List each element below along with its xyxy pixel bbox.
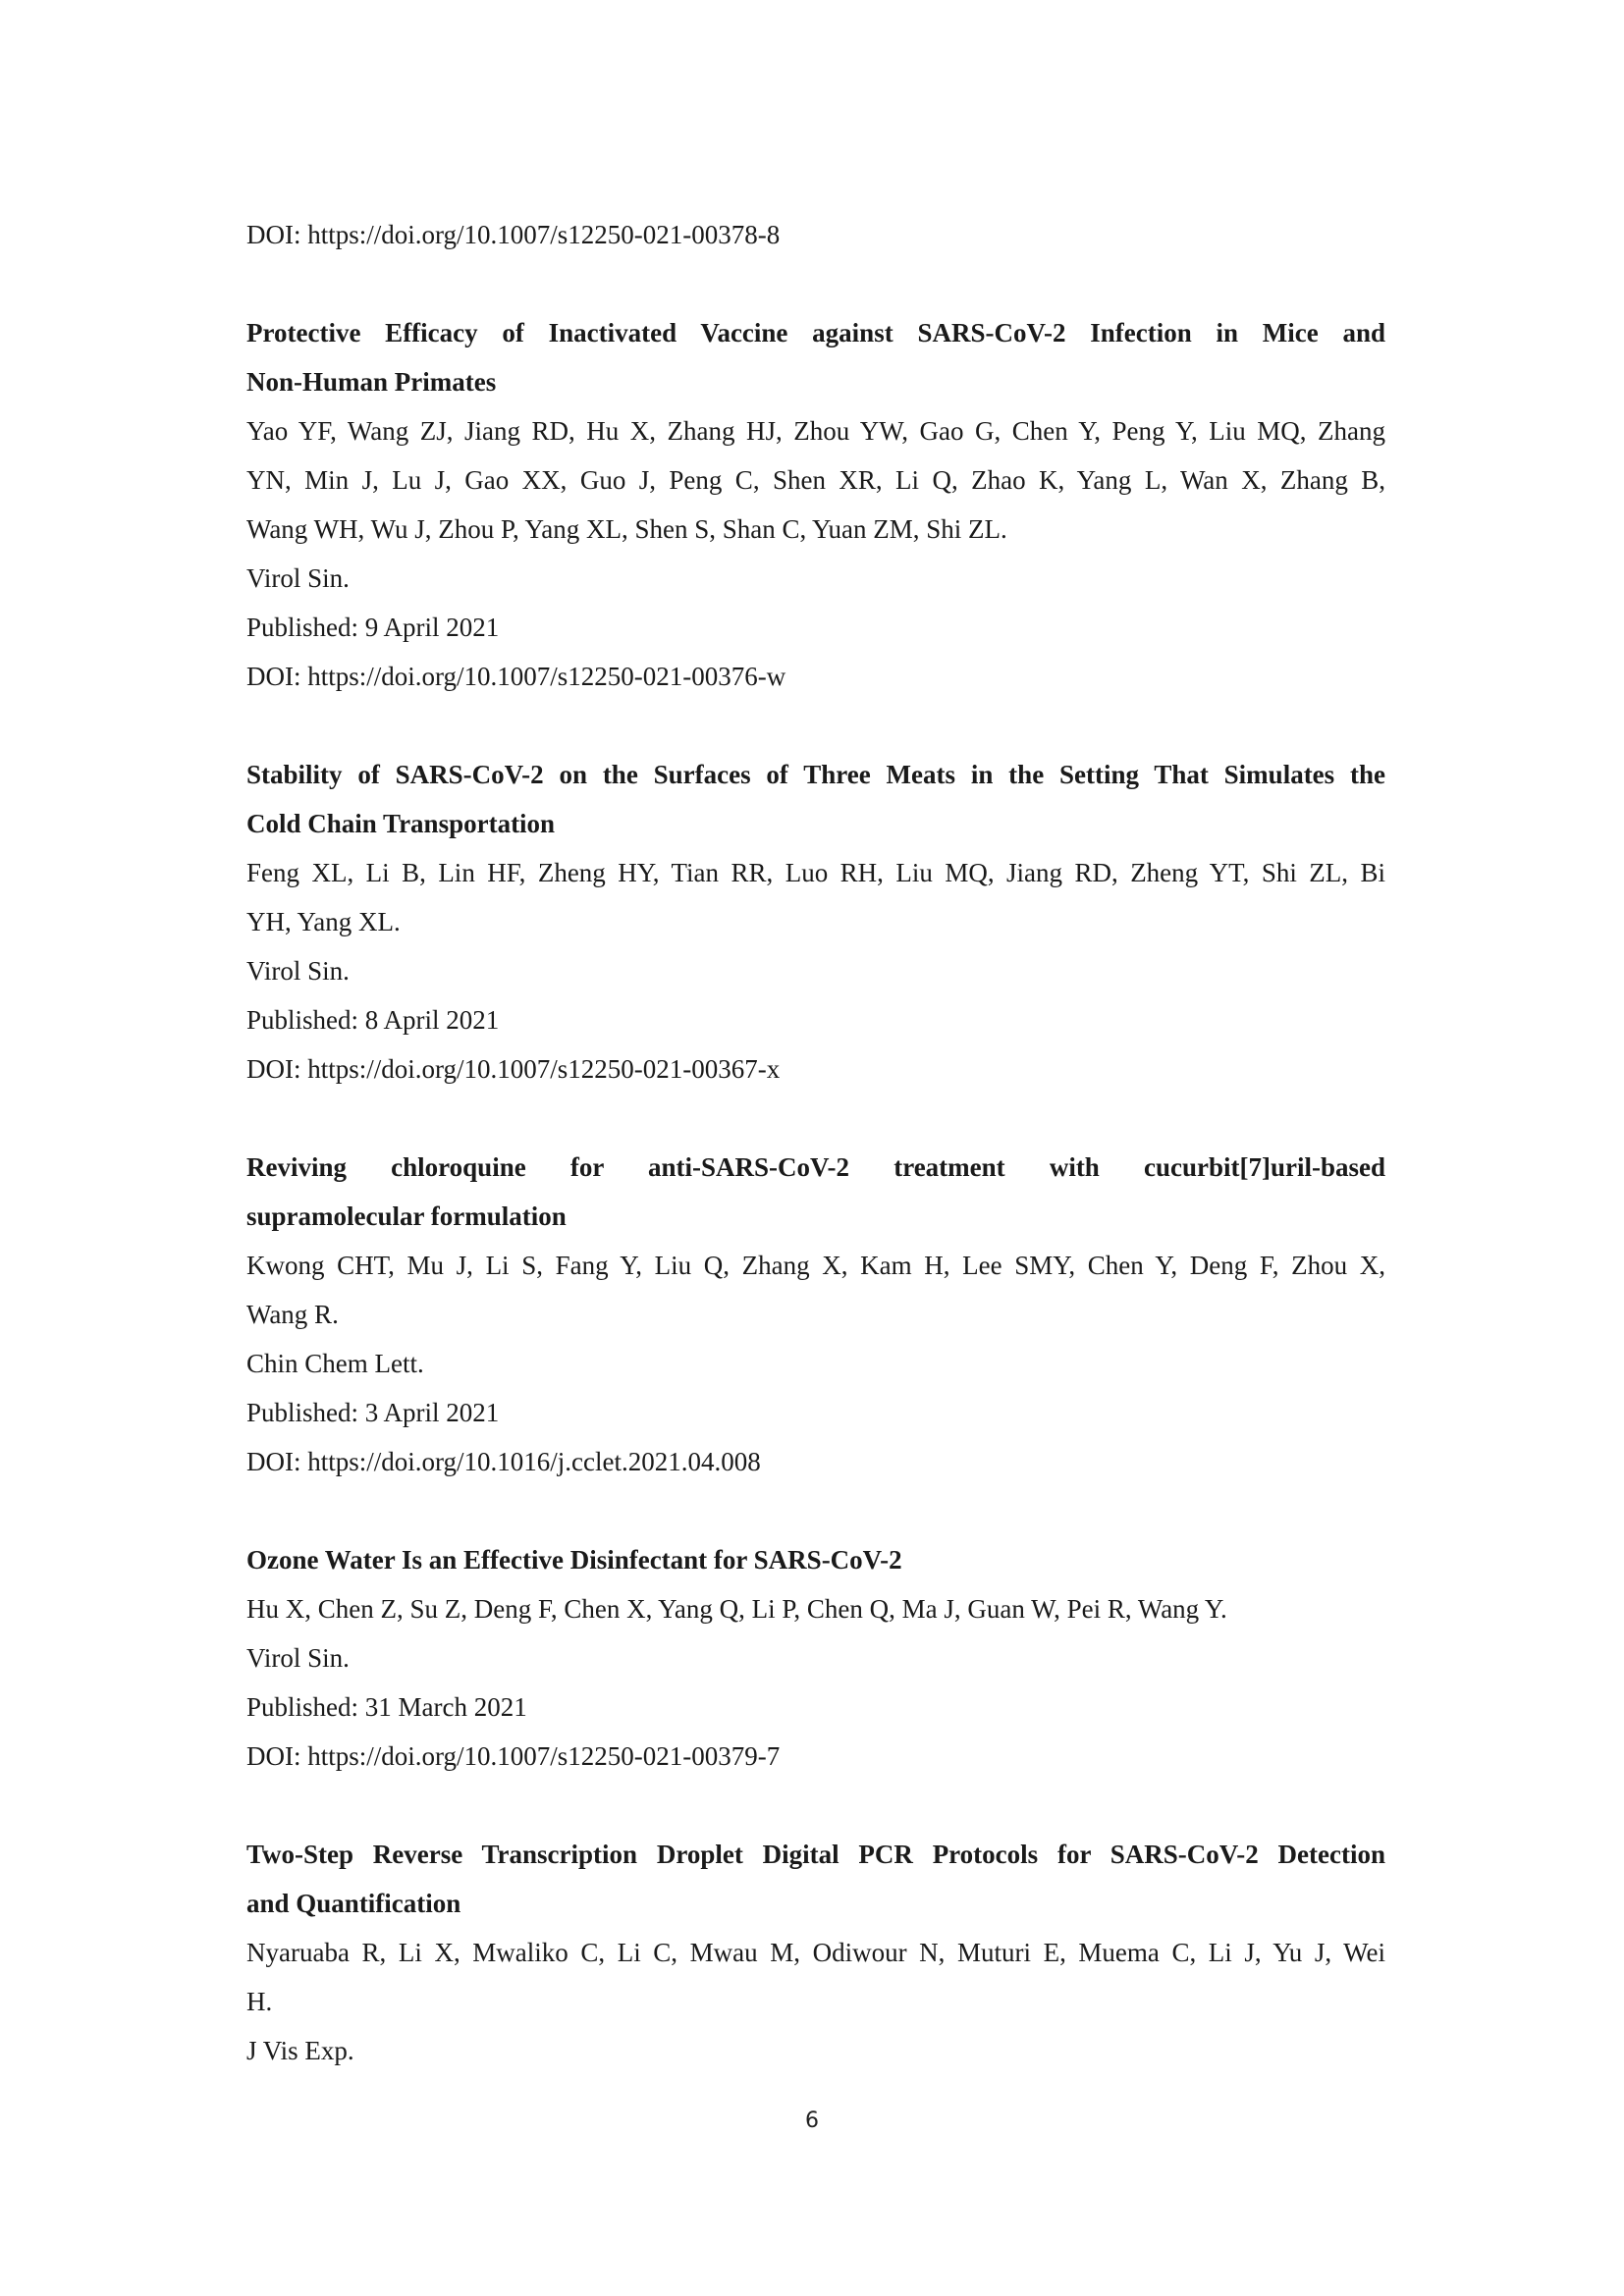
- spacer: [246, 1781, 1385, 1830]
- spacer: [246, 701, 1385, 750]
- document-body: [246, 210, 1385, 2075]
- reference-entry: [246, 750, 1385, 1094]
- entry-published: Published: 31 March 2021: [246, 1692, 527, 1722]
- entry-published: Published: 8 April 2021: [246, 1005, 500, 1035]
- reference-entry: [246, 1535, 1385, 1781]
- entry-journal: Chin Chem Lett.: [246, 1349, 424, 1378]
- reference-entry: [246, 1830, 1385, 2075]
- entry-authors: Nyaruaba R, Li X, Mwaliko C, Li C, Mwau M, Odiwour N, Muturi E, Muema C, Li J, Yu J, Wei: [246, 1938, 1385, 1967]
- page-number: 6: [805, 2109, 819, 2133]
- entry-authors: YH, Yang XL.: [246, 907, 401, 936]
- reference-entry: [246, 1143, 1385, 1486]
- entry-published: Published: 9 April 2021: [246, 613, 500, 642]
- entry-title: supramolecular formulation: [246, 1201, 567, 1231]
- entry-title: Stability of SARS-CoV-2 on the Surfaces of Three Meats in the Setting That Simulates the: [246, 760, 1385, 789]
- entry-title: Protective Efficacy of Inactivated Vaccine against SARS-CoV-2 Infection in Mice and: [246, 318, 1385, 347]
- entry-title: and Quantification: [246, 1889, 461, 1918]
- spacer: [246, 1486, 1385, 1535]
- entry-authors: Wang R.: [246, 1300, 339, 1329]
- entry-journal: Virol Sin.: [246, 563, 350, 593]
- entry-title: Ozone Water Is an Effective Disinfectant for SARS-CoV-2: [246, 1545, 902, 1575]
- entry-authors: Wang WH, Wu J, Zhou P, Yang XL, Shen S, Shan C, Yuan ZM, Shi ZL.: [246, 514, 1007, 544]
- doi-line[interactable]: DOI: https://doi.org/10.1007/s12250-021-00378-8: [246, 220, 781, 249]
- entry-authors: YN, Min J, Lu J, Gao XX, Guo J, Peng C, Shen XR, Li Q, Zhao K, Yang L, Wan X, Zhang B,: [246, 465, 1385, 495]
- entry-authors: Kwong CHT, Mu J, Li S, Fang Y, Liu Q, Zhang X, Kam H, Lee SMY, Chen Y, Deng F, Zhou X,: [246, 1251, 1385, 1280]
- entry-authors: H.: [246, 1987, 273, 2016]
- reference-entry: [246, 308, 1385, 701]
- spacer: [246, 259, 1385, 308]
- entry-journal: J Vis Exp.: [246, 2036, 354, 2065]
- entry-title: Cold Chain Transportation: [246, 809, 556, 838]
- entry-doi[interactable]: DOI: https://doi.org/10.1016/j.cclet.2021.04.008: [246, 1447, 761, 1476]
- entry-journal: Virol Sin.: [246, 1643, 350, 1673]
- entry-doi[interactable]: DOI: https://doi.org/10.1007/s12250-021-00376-w: [246, 662, 786, 691]
- spacer: [246, 1094, 1385, 1143]
- entry-authors: Feng XL, Li B, Lin HF, Zheng HY, Tian RR, Luo RH, Liu MQ, Jiang RD, Zheng YT, Shi ZL, Bi: [246, 858, 1385, 887]
- entry-authors: Hu X, Chen Z, Su Z, Deng F, Chen X, Yang Q, Li P, Chen Q, Ma J, Guan W, Pei R, Wang Y.: [246, 1594, 1227, 1624]
- entry-title: Two-Step Reverse Transcription Droplet Digital PCR Protocols for SARS-CoV-2 Detection: [246, 1840, 1385, 1869]
- entry-title: Reviving chloroquine for anti-SARS-CoV-2 treatment with cucurbit[7]uril-based: [246, 1152, 1385, 1182]
- entry-published: Published: 3 April 2021: [246, 1398, 500, 1427]
- entry-doi[interactable]: DOI: https://doi.org/10.1007/s12250-021-00379-7: [246, 1741, 781, 1771]
- entry-journal: Virol Sin.: [246, 956, 350, 986]
- entry-title: Non-Human Primates: [246, 367, 497, 397]
- entry-doi[interactable]: DOI: https://doi.org/10.1007/s12250-021-00367-x: [246, 1054, 781, 1084]
- entry-authors: Yao YF, Wang ZJ, Jiang RD, Hu X, Zhang HJ, Zhou YW, Gao G, Chen Y, Peng Y, Liu MQ, Zhang: [246, 416, 1385, 446]
